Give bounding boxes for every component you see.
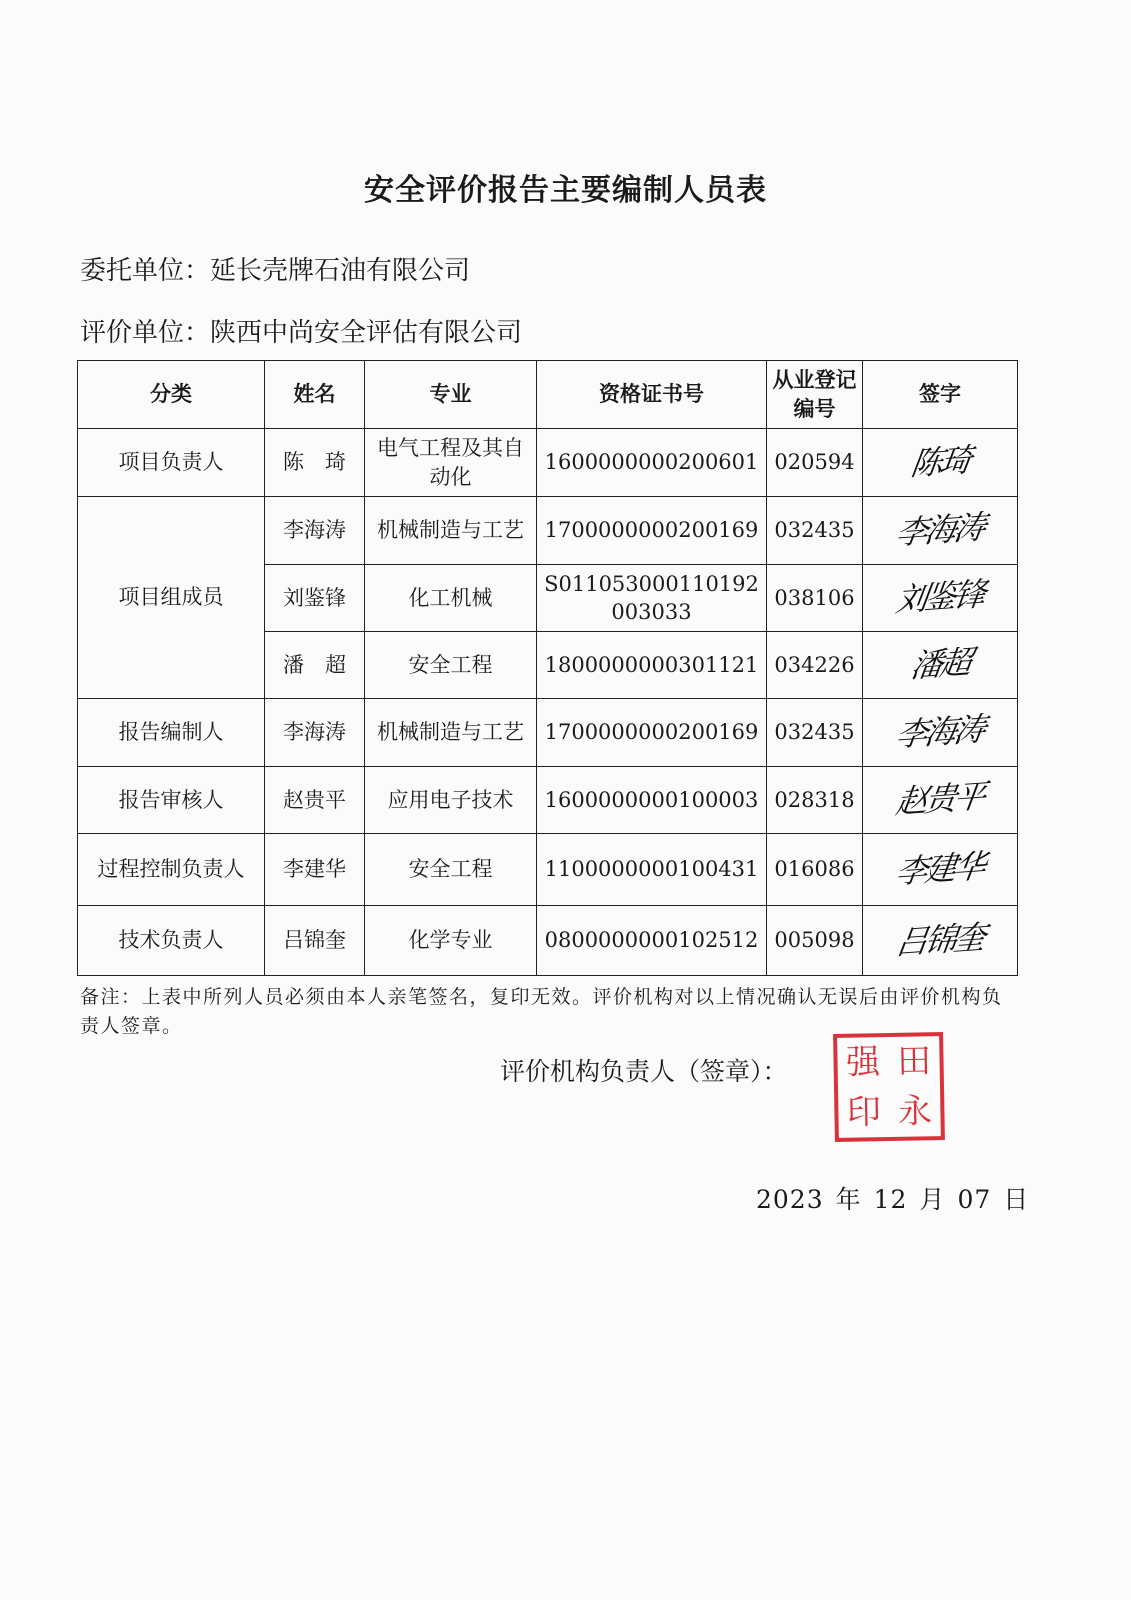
date-year-unit: 年: [835, 1185, 862, 1214]
evaluator-label: 评价单位：: [80, 318, 211, 348]
cert-cell: 1600000000100003: [537, 767, 767, 834]
handwritten-signature: 陈琦: [908, 440, 972, 484]
major-cell: 电气工程及其自动化: [365, 429, 537, 497]
reg-cell: 038106: [767, 565, 863, 632]
header-reg: 从业登记编号: [767, 361, 863, 429]
table-row: [78, 834, 1018, 906]
header-category: 分类: [78, 361, 265, 429]
header-name: 姓名: [265, 361, 365, 429]
signature-cell: [863, 834, 1018, 906]
table-row: [78, 429, 1018, 497]
cert-cell: 0800000000102512: [537, 906, 767, 976]
date-day: 07: [957, 1185, 992, 1214]
date-day-unit: 日: [1003, 1185, 1030, 1214]
major-cell: 安全工程: [365, 834, 537, 906]
document-title: 安全评价报告主要编制人员表: [364, 173, 767, 208]
header-signature: 签字: [863, 361, 1018, 429]
seal-char: 永: [897, 1091, 933, 1132]
category-cell: 项目负责人: [78, 429, 265, 497]
name-cell: 潘 超: [265, 632, 365, 699]
handwritten-signature: 刘鉴锋: [893, 575, 987, 620]
reg-cell: 032435: [767, 699, 863, 767]
reg-cell: 028318: [767, 767, 863, 834]
reg-cell: 005098: [767, 906, 863, 976]
handwritten-signature: 赵贵平: [893, 777, 987, 822]
reg-cell: 032435: [767, 497, 863, 565]
handwritten-signature: 李海涛: [893, 709, 987, 755]
date-month-unit: 月: [919, 1185, 946, 1214]
major-cell: 应用电子技术: [365, 767, 537, 834]
handwritten-signature: 李海涛: [893, 507, 987, 553]
major-cell: 化学专业: [365, 906, 537, 976]
name-cell: 李建华: [265, 834, 365, 906]
table-row: [78, 699, 1018, 767]
table-row: [78, 906, 1018, 976]
name-cell: 李海涛: [265, 497, 365, 565]
signature-cell: [863, 767, 1018, 834]
seal-char: 印: [846, 1092, 882, 1133]
cert-cell: 1800000000301121: [537, 632, 767, 699]
category-cell: 报告编制人: [78, 699, 265, 767]
handwritten-signature: 潘超: [908, 643, 972, 686]
date-month: 12: [873, 1185, 908, 1214]
client-line: [80, 250, 470, 287]
major-cell: 化工机械: [365, 565, 537, 632]
cert-cell: 1700000000200169: [537, 497, 767, 565]
signature-cell: [863, 699, 1018, 767]
category-cell: 技术负责人: [78, 906, 265, 976]
handwritten-signature: 吕锦奎: [893, 917, 987, 963]
name-cell: 赵贵平: [265, 767, 365, 834]
red-seal-stamp: [833, 1032, 945, 1142]
evaluator-value: 陕西中尚安全评估有限公司: [210, 318, 523, 348]
evaluator-line: [80, 312, 522, 349]
signature-cell: [863, 497, 1018, 565]
cert-cell: S011053000110192003033: [537, 565, 767, 632]
client-label: 委托单位：: [80, 256, 211, 286]
organization-head-label: 评价机构负责人（签章）：: [500, 1057, 788, 1086]
major-cell: 机械制造与工艺: [365, 497, 537, 565]
reg-cell: 020594: [767, 429, 863, 497]
reg-cell: 016086: [767, 834, 863, 906]
major-cell: 安全工程: [365, 632, 537, 699]
major-cell: 机械制造与工艺: [365, 699, 537, 767]
name-cell: 吕锦奎: [265, 906, 365, 976]
seal-char: 强: [845, 1042, 881, 1083]
signature-cell: [863, 565, 1018, 632]
category-cell: 报告审核人: [78, 767, 265, 834]
table-header-row: [78, 361, 1018, 429]
table-row: [78, 767, 1018, 834]
signature-cell: [863, 429, 1018, 497]
cert-cell: 1600000000200601: [537, 429, 767, 497]
category-cell: 项目组成员: [78, 497, 265, 699]
name-cell: 陈 琦: [265, 429, 365, 497]
name-cell: 刘鉴锋: [265, 565, 365, 632]
cert-cell: 1700000000200169: [537, 699, 767, 767]
header-major: 专业: [365, 361, 537, 429]
client-value: 延长壳牌石油有限公司: [210, 256, 471, 286]
signature-cell: [863, 906, 1018, 976]
signing-date: [750, 1180, 1035, 1216]
table-row: [78, 497, 1018, 565]
header-cert: 资格证书号: [537, 361, 767, 429]
remark-note: 备注：上表中所列人员必须由本人亲笔签名，复印无效。评价机构对以上情况确认无误后由评价机构负责人签章。: [80, 986, 1003, 1038]
name-cell: 李海涛: [265, 699, 365, 767]
date-year: 2023: [756, 1185, 824, 1214]
category-cell: 过程控制负责人: [78, 834, 265, 906]
staff-table: [77, 360, 1018, 976]
signature-cell: [863, 632, 1018, 699]
cert-cell: 1100000000100431: [537, 834, 767, 906]
handwritten-signature: 李建华: [893, 846, 987, 892]
seal-char: 田: [896, 1041, 932, 1082]
reg-cell: 034226: [767, 632, 863, 699]
